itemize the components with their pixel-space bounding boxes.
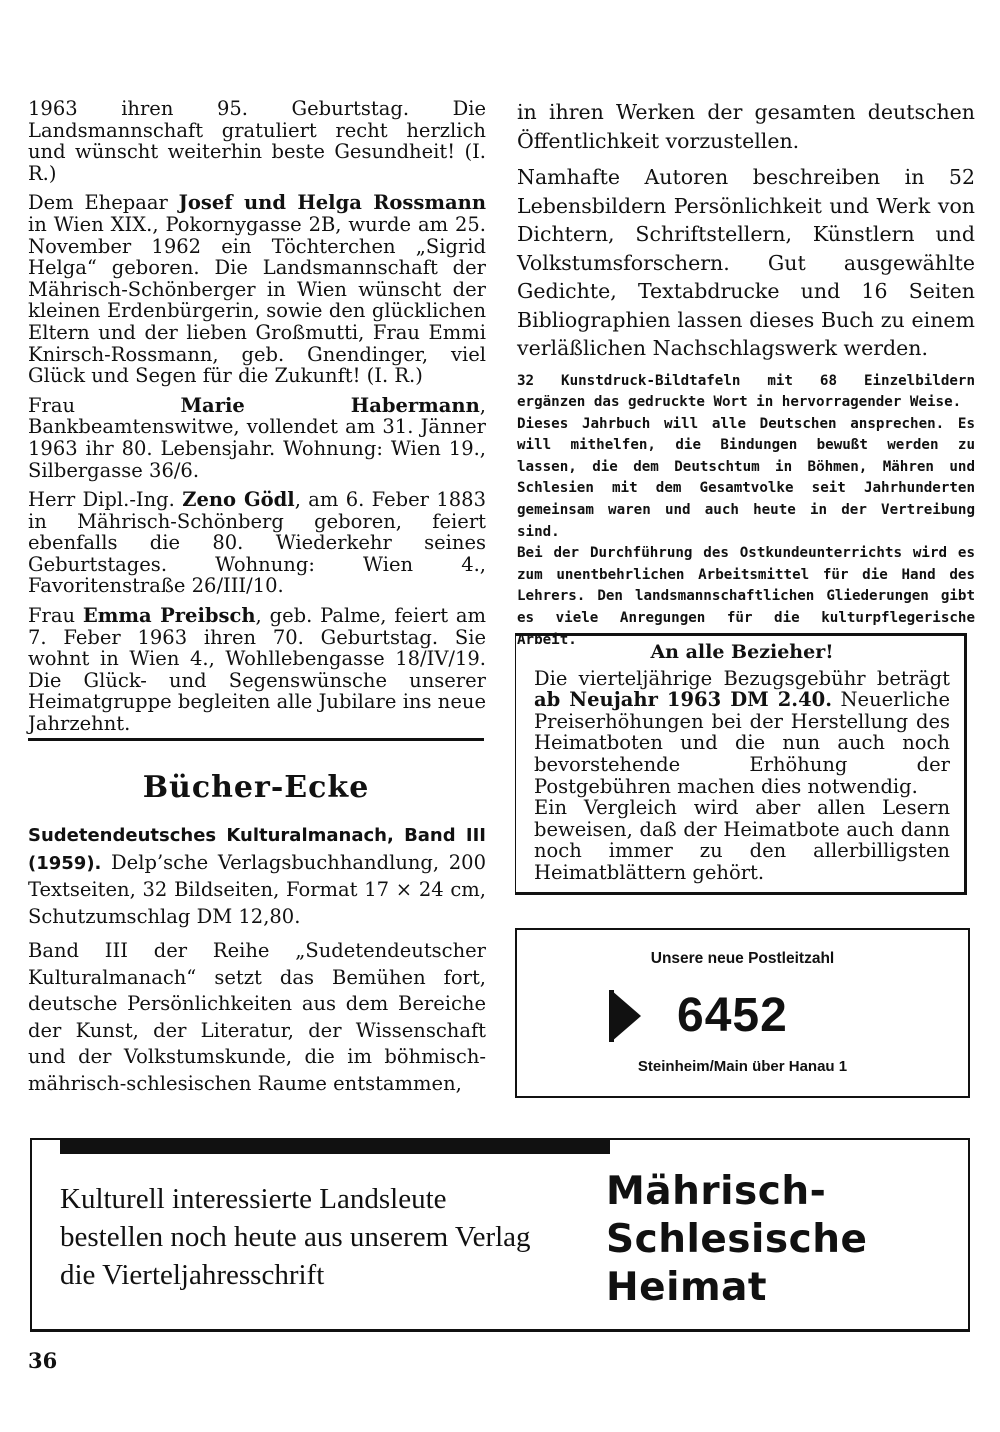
postcode-number: 6452	[677, 989, 788, 1042]
postcode-place: Steinheim/Main über Hanau 1	[637, 1058, 848, 1075]
birthday-notice-3	[28, 489, 486, 597]
subscriber-notice-price: ab Neujahr 1963 DM 2.40.	[534, 688, 833, 712]
subscriber-notice-box	[515, 633, 967, 895]
advert-black-bar	[60, 1138, 610, 1154]
play-arrow-icon	[611, 990, 641, 1042]
birth-notice-text: in Wien XIX., Pokornygasse 2B, wurde am 25. November 1962 ein Töchterchen „Sigrid Helga“ geboren. Die Landsmannschaft der Mährisch-Schönberger in Wien wünscht der kleinen Erdenbürgerin, sowie den glücklichen Eltern und der lieben Großmutti, Frau Emmi Knirsch-Rossmann, geb. Gnendinger, viel Glück und Segen für die Zukunft! (I. R.)	[28, 212, 486, 388]
magazine-logo	[606, 1168, 867, 1312]
book-review	[28, 822, 486, 1105]
book-review-continued: in ihren Werken der gesamten deutschen Öffentlichkeit vorzustellen.	[517, 100, 975, 153]
birth-notice-names: Josef und Helga Rossmann	[178, 191, 486, 215]
logo-line-1: Mährisch-	[606, 1169, 827, 1214]
birth-notice-lead: Dem Ehepaar	[28, 191, 179, 215]
logo-line-3: Heimat	[606, 1265, 768, 1310]
subscriber-notice-title: An alle Bezieher!	[650, 641, 834, 663]
subscriber-notice-text	[534, 668, 950, 798]
birthday-notice-4	[28, 605, 486, 735]
birth-notice	[28, 192, 486, 386]
birthday-notice-2-lead: Frau	[28, 393, 181, 417]
right-column	[517, 98, 975, 651]
book-review-images: 32 Kunstdruck-Bildtafeln mit 68 Einzelbildern ergänzen das gedruckte Wort in hervorragender Weise.	[517, 372, 975, 411]
subscriber-notice-rest: Neuerliche Preiserhöhungen bei der Herstellung des Heimatboten und die nun auch noch bevorstehende Erhöhung der Postgebühren machen dies notwendig.	[534, 688, 950, 798]
book-details: Delp’sche Verlagsbuchhandlung, 200 Textseiten, 32 Bildseiten, Format 17 × 24 cm, Schutzumschlag DM 12,80.	[28, 850, 486, 928]
section-divider	[28, 738, 484, 741]
birthday-notice-2	[28, 395, 486, 481]
page-number: 36	[28, 1348, 58, 1373]
birthday-notice-4-name: Emma Preibsch	[82, 604, 256, 628]
birthday-notice-4-lead: Frau	[28, 604, 83, 628]
advert-text	[60, 1180, 531, 1294]
publisher-advert	[30, 1138, 970, 1332]
logo-line-2: Schlesische	[606, 1217, 868, 1262]
book-review-authors: Namhafte Autoren beschreiben in 52 Lebensbildern Persönlichkeit und Werk von Dichtern, Schriftstellern, Künstlern und Volkstumsforschern. Gut ausgewählte Gedichte, Textabdrucke und 16 Seiten Bibliographien lassen dieses Buch zu einem verläßlichen Nachschlagswerk werden.	[517, 165, 975, 360]
birthday-notice-4-text: , geb. Palme, feiert am 7. Feber 1963 ihren 70. Geburtstag. Sie wohnt in Wien 4., Wohllebengasse 18/IV/19. Die Glück- und Segenswünsche unserer Heimatgruppe begleiten alle Jubilare ins neue Jahrzehnt.	[28, 604, 486, 736]
subscriber-notice-lead: Die vierteljährige Bezugsgebühr beträgt	[534, 666, 950, 690]
birthday-notice-1: 1963 ihren 95. Geburtstag. Die Landsmannschaft gratuliert recht herzlich und wünscht weiterhin beste Gesundheit! (I. R.)	[28, 97, 486, 185]
subscriber-notice-comparison: Ein Vergleich wird aber allen Lesern beweisen, daß der Heimatbote auch dann noch immer zu den allerbilligsten Heimatblättern gehört.	[534, 796, 950, 884]
birthday-notice-3-name: Zeno Gödl	[182, 488, 295, 512]
advert-line-1: Kulturell interessierte Landsleute	[60, 1183, 447, 1215]
book-review-body: Band III der Reihe „Sudetendeutscher Kulturalmanach“ setzt das Bemühen fort, deutsche Persönlichkeiten aus dem Bereiche der Kunst, der Literatur, der Wissenschaft und der Volkstumskunde, die im böhmisch-mährisch-schlesischen Raume entstammen,	[28, 939, 486, 1095]
postcode-label: Unsere neue Postleitzahl	[650, 950, 835, 967]
books-heading: Bücher-Ecke	[142, 770, 370, 805]
book-title: Sudetendeutsches Kulturalmanach, Band III (1959).	[28, 825, 486, 874]
advert-line-3: die Vierteljahresschrift	[60, 1259, 325, 1291]
birthday-notice-2-name: Marie Habermann	[180, 393, 480, 417]
birthday-notice-2-text: , Bankbeamtenswitwe, vollendet am 31. Jänner 1963 ihr 80. Lebensjahr. Wohnung: Wien 19., Silbergasse 36/6.	[28, 393, 486, 482]
postcode-box	[515, 928, 970, 1098]
book-citation	[28, 822, 486, 930]
birthday-notice-3-lead: Herr Dipl.-Ing.	[28, 488, 183, 512]
book-review-teaching: Bei der Durchführung des Ostkundeunterrichts wird es zum unentbehrlichen Arbeitsmittel für die Hand des Lehrers. Den landsmannschaftlichen Gliederungen gibt es viele Anregungen für die kulturpflegerische Arbeit.	[517, 545, 975, 648]
birthday-notice-3-text: , am 6. Feber 1883 in Mährisch-Schönberg geboren, feiert ebenfalls die 80. Wiederkehr seines Geburtstages. Wohnung: Wien 4., Favoritenstraße 26/III/10.	[28, 488, 486, 598]
book-review-purpose: Dieses Jahrbuch will alle Deutschen ansprechen. Es will mithelfen, die Bindungen bewußt werden zu lassen, die dem Deutschtum in Böhmen, Mähren und Schlesien mit dem Gesamtvolke seit Jahrhunderten gemeinsam waren und auch heute in der Vertreibung sind.	[517, 415, 975, 540]
advert-line-2: bestellen noch heute aus unserem Verlag	[60, 1221, 531, 1253]
left-column	[28, 98, 486, 743]
